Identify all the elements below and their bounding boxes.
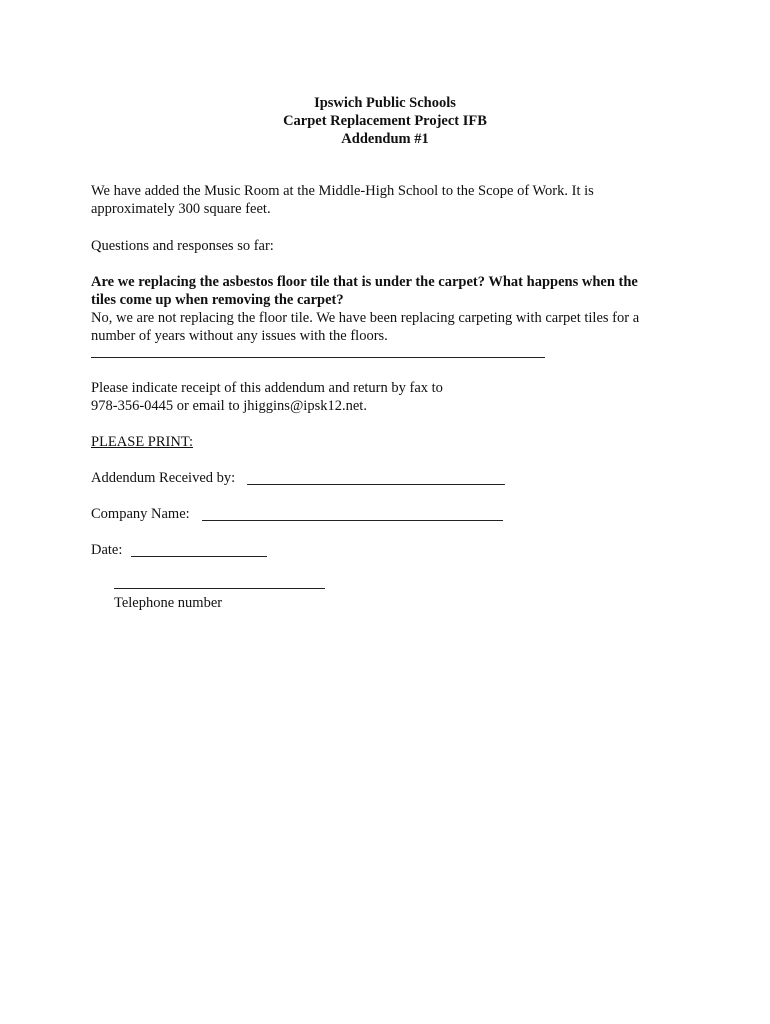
receipt-line-2: 978-356-0445 or email to jhiggins@ipsk12.net. [91, 398, 367, 414]
answer-line-1: No, we are not replacing the floor tile. We have been replacing carpeting with carpet tiles for a [91, 310, 640, 326]
telephone-label: Telephone number [114, 595, 223, 611]
scope-paragraph [91, 182, 691, 218]
please-print-label: PLEASE PRINT: [91, 434, 193, 450]
company-name-blank[interactable] [202, 520, 503, 521]
scope-line-1: We have added the Music Room at the Middle-High School to the Scope of Work. It is [91, 183, 594, 199]
received-by-blank[interactable] [247, 484, 505, 485]
question-answer-block [91, 273, 691, 345]
school-name: Ipswich Public Schools [314, 95, 456, 111]
section-separator-line [91, 357, 545, 358]
scope-line-2: approximately 300 square feet. [91, 201, 271, 217]
questions-intro: Questions and responses so far: [91, 238, 274, 254]
received-by-label: Addendum Received by: [91, 470, 236, 486]
date-label: Date: [91, 542, 123, 558]
receipt-instructions [91, 379, 691, 415]
telephone-blank[interactable] [114, 588, 325, 589]
question-line-1: Are we replacing the asbestos floor tile that is under the carpet? What happens when the [91, 274, 638, 290]
company-name-label: Company Name: [91, 506, 190, 522]
addendum-number: Addendum #1 [341, 131, 429, 147]
date-blank[interactable] [131, 556, 267, 557]
project-title: Carpet Replacement Project IFB [283, 113, 487, 129]
answer-line-2: number of years without any issues with the floors. [91, 328, 388, 344]
question-line-2: tiles come up when removing the carpet? [91, 292, 344, 308]
receipt-line-1: Please indicate receipt of this addendum and return by fax to [91, 380, 443, 396]
document-header [0, 94, 770, 148]
